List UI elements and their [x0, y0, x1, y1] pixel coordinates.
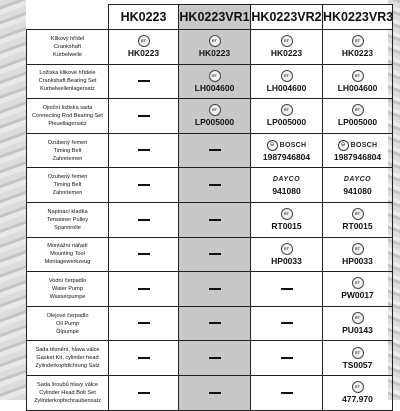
component-label-line: Connecting Rod Bearing Set: [32, 112, 103, 119]
bosch-symbol-icon: ⊖: [267, 140, 278, 151]
component-label-line: Water Pump: [52, 285, 83, 292]
bosch-logo-text: BOSCH: [350, 141, 378, 149]
table-row: [27, 64, 393, 99]
part-cell: [323, 375, 393, 410]
table-row: [27, 237, 393, 272]
part-cell: [323, 64, 393, 99]
component-label-line: Kurbelwellenlagersatz: [40, 86, 95, 93]
part-number: 1987946804: [262, 151, 311, 162]
part-cell: [109, 133, 179, 168]
part-entry[interactable]: [179, 70, 250, 93]
not-included-dash: [281, 288, 293, 290]
not-included-dash: [281, 392, 293, 394]
component-label-line: Klikový hřídel: [50, 35, 85, 42]
et-brand-logo-icon: ET: [352, 347, 364, 359]
not-included-dash: [138, 149, 150, 151]
component-label-line: Ölpumpe: [56, 328, 79, 335]
component-label-line: Sada šroubů hlavy válce: [37, 381, 98, 388]
et-brand-logo-icon: ET: [352, 277, 364, 289]
part-cell: [323, 341, 393, 376]
part-number: LP005000: [337, 117, 378, 128]
part-cell: [179, 306, 251, 341]
part-entry[interactable]: [323, 208, 392, 231]
not-included-dash: [281, 357, 293, 359]
part-entry[interactable]: [109, 35, 178, 58]
et-brand-logo-icon: ET: [352, 70, 364, 82]
component-label-line: Wasserpumpe: [49, 293, 86, 300]
bosch-logo: [267, 140, 307, 151]
part-number: TS0057: [342, 359, 373, 370]
component-label-cell: [27, 64, 109, 99]
part-cell: [179, 133, 251, 168]
part-cell: [251, 30, 323, 65]
not-included-dash: [138, 288, 150, 290]
part-cell: [109, 237, 179, 272]
et-brand-logo-icon: ET: [138, 35, 150, 47]
part-cell: [109, 341, 179, 376]
component-label-line: Zahnriemen: [52, 155, 83, 162]
et-brand-logo-icon: ET: [281, 104, 293, 116]
part-cell: [109, 202, 179, 237]
part-cell: [179, 64, 251, 99]
part-number: HK0223: [270, 48, 303, 59]
part-cell: [179, 237, 251, 272]
part-number: RT0015: [342, 221, 373, 232]
component-label-line: Napínací kladka: [47, 208, 88, 215]
part-cell: [323, 237, 393, 272]
component-label-line: Oil Pump: [55, 320, 79, 327]
part-cell: [251, 133, 323, 168]
not-included-dash: [281, 322, 293, 324]
part-entry[interactable]: [251, 208, 322, 231]
table-row: [27, 272, 393, 307]
component-label-cell: [27, 133, 109, 168]
not-included-dash: [209, 322, 221, 324]
part-cell: [179, 168, 251, 203]
part-cell: [251, 64, 323, 99]
component-label-line: Zylinderkopfdichtung Satz: [35, 363, 100, 370]
not-included-dash: [209, 253, 221, 255]
not-included-dash: [138, 219, 150, 221]
dayco-logo: DAYCO: [272, 175, 301, 183]
part-entry[interactable]: [323, 104, 392, 127]
part-cell: [179, 272, 251, 307]
part-number: LH004600: [337, 82, 378, 93]
part-cell: [179, 99, 251, 134]
part-cell: [323, 306, 393, 341]
part-cell: [109, 64, 179, 99]
et-brand-logo-icon: ET: [209, 35, 221, 47]
component-label-line: Crankshaft: [53, 43, 82, 50]
not-included-dash: [138, 322, 150, 324]
part-number: PU0143: [342, 325, 373, 336]
not-included-dash: [209, 288, 221, 290]
part-entry[interactable]: [323, 140, 392, 162]
component-label-cell: [27, 30, 109, 65]
table-row: [27, 133, 393, 168]
part-cell: [179, 30, 251, 65]
part-entry[interactable]: [323, 277, 392, 300]
part-number: RT0015: [271, 221, 302, 232]
et-brand-logo-icon: ET: [352, 104, 364, 116]
component-label-line: Pleuellagersatz: [48, 120, 87, 127]
part-cell: [323, 272, 393, 307]
component-label-line: Ložiska klikové hřídele: [39, 70, 96, 77]
part-entry[interactable]: [323, 381, 392, 404]
part-entry[interactable]: [323, 175, 392, 196]
part-cell: [323, 133, 393, 168]
part-entry[interactable]: [323, 243, 392, 266]
part-cell: [179, 375, 251, 410]
part-entry[interactable]: [323, 35, 392, 58]
not-included-dash: [138, 392, 150, 394]
component-label-line: Kurbelwelle: [53, 51, 82, 58]
not-included-dash: [138, 80, 150, 82]
component-label-cell: [27, 202, 109, 237]
table-row: [27, 341, 393, 376]
part-cell: [179, 341, 251, 376]
et-brand-logo-icon: ET: [281, 35, 293, 47]
et-brand-logo-icon: ET: [352, 35, 364, 47]
dayco-logo: DAYCO: [343, 175, 372, 183]
component-label-line: Mounting Tool: [50, 251, 85, 258]
matrix-body: [27, 30, 393, 411]
part-entry[interactable]: [251, 243, 322, 266]
component-label-line: Vodní čerpadlo: [48, 277, 87, 284]
not-included-dash: [209, 149, 221, 151]
part-number: LH004600: [194, 82, 235, 93]
not-included-dash: [209, 219, 221, 221]
part-cell: [251, 306, 323, 341]
component-label-line: Crankshaft Bearing Set: [38, 78, 97, 85]
part-cell: [109, 306, 179, 341]
column-header-hk0223: HK0223: [109, 5, 179, 30]
part-entry[interactable]: [323, 312, 392, 335]
component-label-line: Sada těsnění, hlava válce: [35, 347, 100, 354]
part-entry[interactable]: [323, 70, 392, 93]
part-cell: [109, 168, 179, 203]
part-cell: [251, 237, 323, 272]
left-watermark-strip: [0, 0, 26, 400]
bosch-symbol-icon: ⊖: [338, 140, 349, 151]
et-brand-logo-icon: ET: [281, 243, 293, 255]
table-row: [27, 202, 393, 237]
part-cell: [109, 375, 179, 410]
part-entry[interactable]: [251, 175, 322, 196]
component-label-line: Montagewerkzeug: [44, 259, 91, 266]
part-number: HK0223: [341, 48, 374, 59]
part-number: LP005000: [194, 117, 235, 128]
component-label-line: Ozubený řemen: [47, 174, 88, 181]
part-cell: [251, 202, 323, 237]
component-label-line: Montážní nářadí: [47, 243, 88, 250]
component-label-line: Ozubený řemen: [47, 139, 88, 146]
component-label-line: Tensioner Pulley: [46, 216, 89, 223]
part-number: 477.970: [342, 394, 373, 405]
part-cell: [251, 168, 323, 203]
component-label-line: Timing Belt: [53, 147, 82, 154]
table-row: [27, 30, 393, 65]
et-brand-logo-icon: ET: [352, 243, 364, 255]
part-cell: [323, 168, 393, 203]
part-cell: [251, 99, 323, 134]
table-row: [27, 168, 393, 203]
bosch-logo-text: BOSCH: [279, 141, 307, 149]
part-number: LH004600: [266, 82, 307, 93]
component-label-line: Zahnriemen: [52, 190, 83, 197]
part-entry[interactable]: [179, 104, 250, 127]
component-label-cell: [27, 237, 109, 272]
component-label-cell: [27, 341, 109, 376]
not-included-dash: [209, 357, 221, 359]
component-label-line: Olejové čerpadlo: [46, 312, 89, 319]
part-cell: [251, 272, 323, 307]
component-label-cell: [27, 375, 109, 410]
not-included-dash: [209, 184, 221, 186]
et-brand-logo-icon: ET: [281, 70, 293, 82]
part-entry[interactable]: [251, 104, 322, 127]
component-label-line: Cylinder Head Bolt Set: [39, 389, 96, 396]
table-row: [27, 375, 393, 410]
not-included-dash: [138, 253, 150, 255]
part-cell: [323, 202, 393, 237]
component-label-line: Timing Belt: [53, 182, 82, 189]
part-number: HK0223: [198, 48, 231, 59]
et-brand-logo-icon: ET: [281, 208, 293, 220]
component-label-line: Gasket Kit, cylinder head: [36, 355, 99, 362]
part-number: HP0033: [271, 255, 302, 266]
part-entry[interactable]: [251, 35, 322, 58]
column-header-hk0223vr2: HK0223VR2: [251, 5, 323, 30]
table-row: [27, 306, 393, 341]
et-brand-logo-icon: ET: [209, 104, 221, 116]
column-header-hk0223vr3: HK0223VR3: [323, 5, 393, 30]
part-entry[interactable]: [251, 140, 322, 162]
part-cell: [323, 99, 393, 134]
part-number: 941080: [343, 185, 372, 196]
part-entry[interactable]: [251, 70, 322, 93]
et-brand-logo-icon: ET: [352, 208, 364, 220]
column-header-row: [27, 5, 393, 30]
parts-matrix-table: [26, 4, 393, 411]
not-included-dash: [138, 184, 150, 186]
part-entry[interactable]: [179, 35, 250, 58]
not-included-dash: [138, 115, 150, 117]
component-label-cell: [27, 306, 109, 341]
bosch-logo: [338, 140, 378, 151]
component-label-cell: [27, 168, 109, 203]
component-label-line: Zylinderkopfschraubensatz: [34, 397, 101, 404]
not-included-dash: [209, 392, 221, 394]
table-row: [27, 99, 393, 134]
part-number: PW0017: [341, 290, 374, 301]
not-included-dash: [138, 357, 150, 359]
part-cell: [109, 99, 179, 134]
part-number: 941080: [272, 185, 301, 196]
part-cell: [323, 30, 393, 65]
component-label-line: Ojniční ložiska sada: [42, 104, 93, 111]
component-label-cell: [27, 272, 109, 307]
part-number: HP0033: [342, 255, 373, 266]
component-label-line: Spannrolle: [54, 224, 81, 231]
et-brand-logo-icon: ET: [209, 70, 221, 82]
part-cell: [109, 30, 179, 65]
et-brand-logo-icon: ET: [352, 312, 364, 324]
component-label-cell: [27, 99, 109, 134]
part-cell: [251, 375, 323, 410]
part-cell: [109, 272, 179, 307]
part-entry[interactable]: [323, 347, 392, 370]
part-number: HK0223: [127, 48, 160, 59]
part-number: 1987946804: [333, 151, 382, 162]
corner-cell: [27, 5, 109, 30]
part-cell: [179, 202, 251, 237]
part-cell: [251, 341, 323, 376]
et-brand-logo-icon: ET: [352, 381, 364, 393]
column-header-hk0223vr1: HK0223VR1: [179, 5, 251, 30]
part-number: LP005000: [266, 117, 307, 128]
